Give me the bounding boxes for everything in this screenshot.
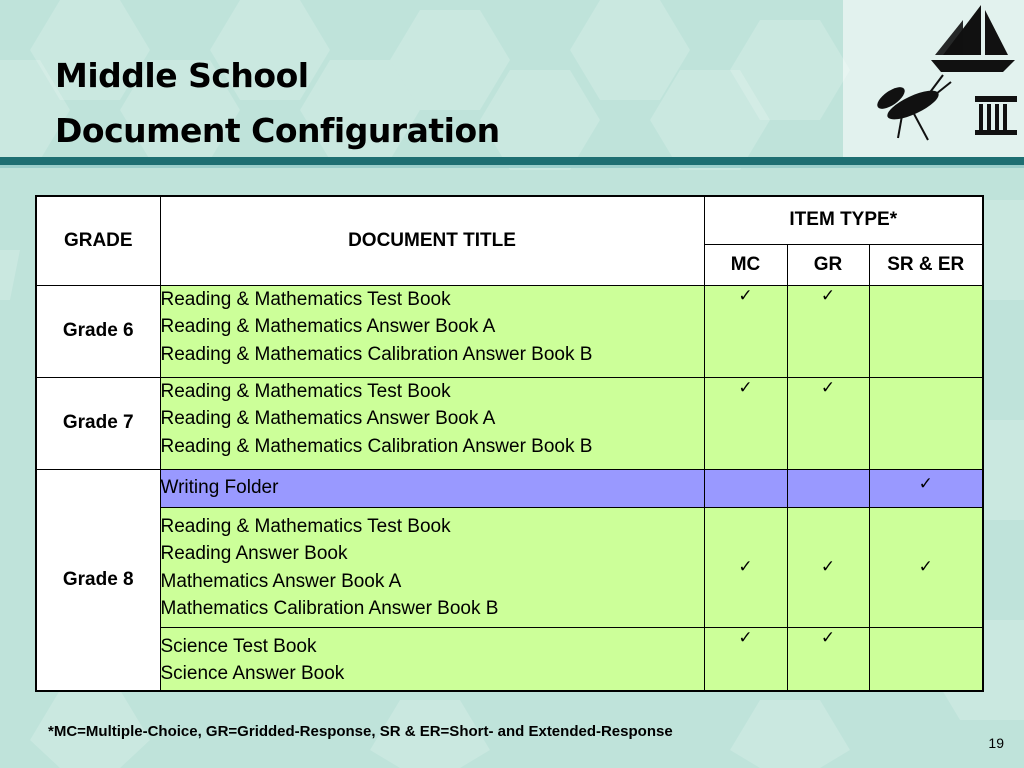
grade-8-writing-docs xyxy=(160,469,704,507)
doc-title: Reading & Mathematics Test Book xyxy=(160,515,451,537)
grade-7-sr-er-check xyxy=(869,377,983,469)
title-divider-band xyxy=(0,157,1024,165)
grade-8-science-sr-er-check xyxy=(869,627,983,691)
header-sr-er: SR & ER xyxy=(869,244,983,285)
grade-8-writing-sr-er-check: ✓ xyxy=(869,469,983,507)
doc-title: Reading Answer Book xyxy=(160,543,348,564)
grade-7-docs xyxy=(160,377,704,469)
doc-title: Mathematics Calibration Answer Book B xyxy=(160,598,499,619)
header-grade: GRADE xyxy=(36,196,160,285)
grade-6-label: Grade 6 xyxy=(36,285,160,377)
doc-title: Reading & Mathematics Calibration Answer Book B xyxy=(160,435,593,457)
table-row xyxy=(36,285,983,377)
doc-title: Reading & Mathematics Answer Book A xyxy=(160,408,496,429)
grade-6-docs xyxy=(160,285,704,377)
grade-7-label: Grade 7 xyxy=(36,377,160,469)
doc-title: Reading & Mathematics Answer Book A xyxy=(160,316,496,337)
grade-8-science-gr-check: ✓ xyxy=(787,627,869,691)
grade-8-science-docs xyxy=(160,627,704,691)
emblem-logo xyxy=(843,0,1024,157)
grade-8-writing-gr-check xyxy=(787,469,869,507)
grade-8-main-sr-er-check: ✓ xyxy=(869,507,983,627)
header-document-title: DOCUMENT TITLE xyxy=(160,196,704,285)
table-row xyxy=(36,627,983,691)
header-gr: GR xyxy=(787,244,869,285)
footnote: *MC=Multiple-Choice, GR=Gridded-Response, SR & ER=Short- and Extended-Response xyxy=(48,723,673,740)
doc-title: Reading & Mathematics Calibration Answer Book B xyxy=(160,343,593,365)
grade-8-main-docs xyxy=(160,507,704,627)
page-number: 19 xyxy=(988,735,1004,751)
grade-8-writing-mc-check xyxy=(704,469,787,507)
grade-8-science-mc-check: ✓ xyxy=(704,627,787,691)
table-row xyxy=(36,469,983,507)
header-item-type: ITEM TYPE* xyxy=(704,196,983,244)
doc-title: Science Answer Book xyxy=(160,663,345,684)
doc-title: Mathematics Answer Book A xyxy=(160,570,402,592)
doc-title: Reading & Mathematics Test Book xyxy=(160,380,451,402)
grade-6-sr-er-check xyxy=(869,285,983,377)
title-divider-band-light xyxy=(0,165,1024,168)
grade-7-mc-check: ✓ xyxy=(704,377,787,469)
title-line-2: Document Configuration xyxy=(55,111,500,150)
grade-6-gr-check: ✓ xyxy=(787,285,869,377)
grade-7-gr-check: ✓ xyxy=(787,377,869,469)
title-line-1: Middle School xyxy=(55,56,309,95)
grade-8-label: Grade 8 xyxy=(36,469,160,691)
doc-title: Writing Folder xyxy=(160,476,279,498)
table-row xyxy=(36,377,983,469)
doc-title: Reading & Mathematics Test Book xyxy=(160,288,451,310)
header-mc: MC xyxy=(704,244,787,285)
doc-title: Science Test Book xyxy=(160,635,317,657)
slide-title xyxy=(55,48,500,158)
grade-8-main-gr-check: ✓ xyxy=(787,507,869,627)
document-configuration-table xyxy=(35,195,984,692)
grade-8-main-mc-check: ✓ xyxy=(704,507,787,627)
grade-6-mc-check: ✓ xyxy=(704,285,787,377)
table-row xyxy=(36,507,983,627)
